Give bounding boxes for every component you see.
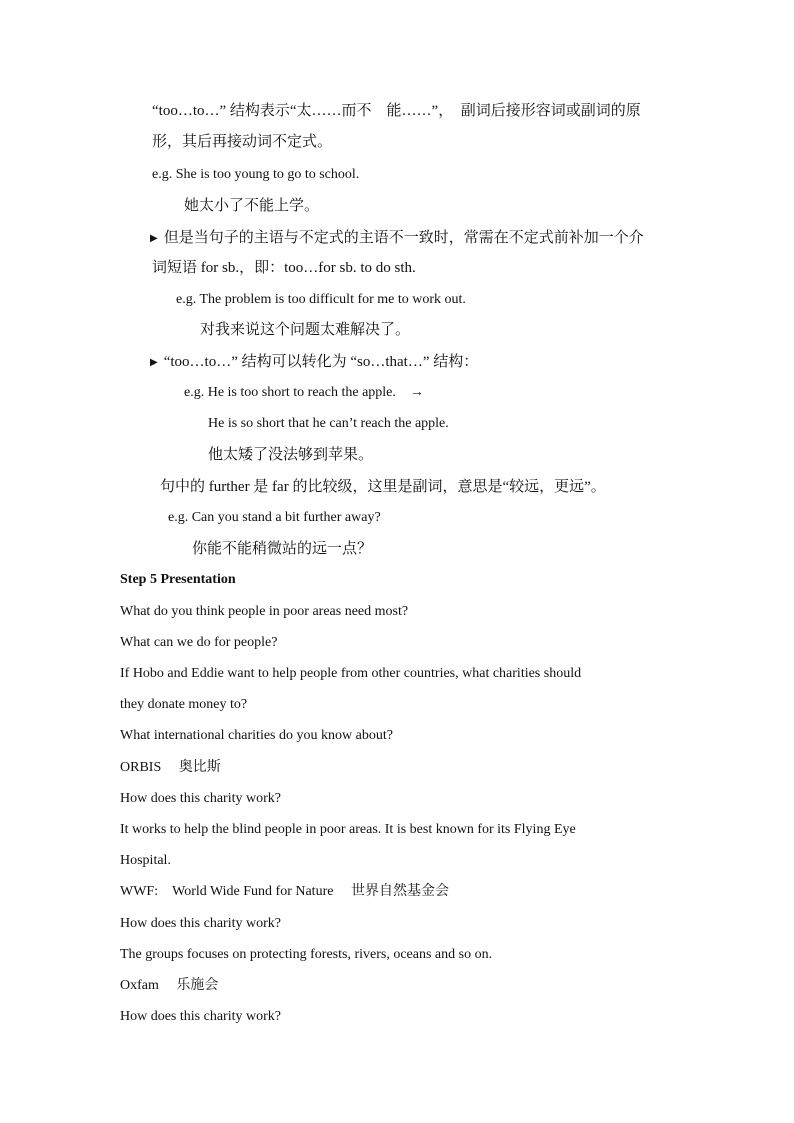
bullet-note-line-2: 词短语 for sb.，即：too…for sb. to do sth.: [152, 260, 416, 276]
grammar-note-line-2: 形，其后再接动词不定式。: [152, 134, 333, 150]
answer-line: It works to help the blind people in poor areas. It is best known for its Flying Eye: [120, 822, 576, 837]
example-translation: 你能不能稍微站的远一点？: [192, 541, 373, 557]
right-arrow-icon: →: [409, 385, 424, 400]
question-line: How does this charity work?: [120, 1009, 281, 1024]
question-line: What do you think people in poor areas need most?: [120, 604, 409, 619]
charity-name-orbis: ORBIS 奥比斯: [120, 760, 221, 775]
example-translation: 对我来说这个问题太难解决了。: [200, 322, 411, 338]
answer-line: The groups focuses on protecting forests, rivers, oceans and so on.: [120, 947, 493, 962]
answer-line-continued: Hospital.: [120, 853, 171, 868]
bullet-arrow-icon: ▶: [150, 233, 158, 244]
bullet-arrow-icon: ▶: [150, 357, 158, 368]
example-sentence: e.g. The problem is too difficult for me to work out.: [176, 292, 466, 307]
bullet-note-line-1: ▶ 但是当句子的主语与不定式的主语不一致时，常需在不定式前补加一个介: [150, 228, 644, 249]
example-sentence: e.g. She is too young to go to school.: [152, 167, 360, 182]
charity-name-oxfam: Oxfam 乐施会: [120, 978, 219, 993]
grammar-note-line-1: “too…to…” 结构表示“太……而不 能……”， 副词后接形容词或副词的原: [152, 103, 641, 119]
charity-name-wwf: WWF: World Wide Fund for Nature 世界自然基金会: [120, 884, 449, 899]
question-line: How does this charity work?: [120, 916, 281, 931]
example-sentence: e.g. He is too short to reach the apple. →: [184, 383, 424, 403]
example-sentence-converted: He is so short that he can’t reach the apple.: [208, 416, 449, 431]
question-line: How does this charity work?: [120, 791, 281, 806]
question-line-continued: they donate money to?: [120, 697, 248, 712]
example-sentence: e.g. Can you stand a bit further away?: [168, 510, 381, 525]
example-translation: 她太小了不能上学。: [184, 198, 320, 214]
question-line: What international charities do you know about?: [120, 728, 393, 743]
question-line: What can we do for people?: [120, 635, 278, 650]
example-translation: 他太矮了没法够到苹果。: [208, 447, 374, 463]
section-heading: Step 5 Presentation: [120, 572, 236, 587]
question-line: If Hobo and Eddie want to help people from other countries, what charities should: [120, 666, 582, 681]
bullet-note-line-3: ▶ “too…to…” 结构可以转化为 “so…that…” 结构：: [150, 352, 478, 373]
vocab-note: 句中的 further 是 far 的比较级，这里是副词，意思是“较远，更远”。: [160, 479, 606, 495]
